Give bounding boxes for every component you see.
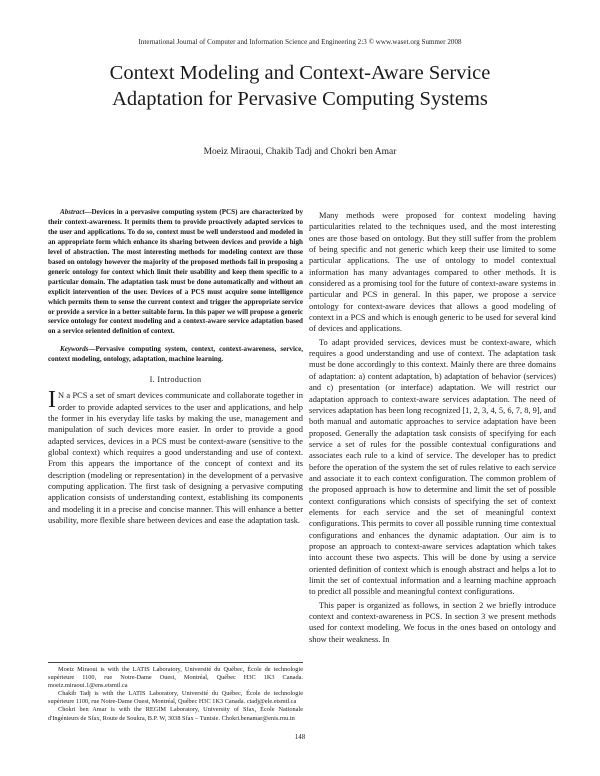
- introduction-text: N a PCS a set of smart devices communicate and collaborate together in order to provide adapted services to the user and applications, and help the former in his everyday life tasks by making the use, management and manipulation of such devices more easier. In order to provide a good adapted services, devices in a PCS must be context-aware (sensitive to the global context) which requires a good understanding and use of context. From this appears the importance of the concept of context and its description (modeling or representation) in the development of a pervasive computing application. The first task of designing a pervasive computing application consists of understanding context, establishing its components and modeling it in a precise and concise manner. This will enhance a better usability, more flexible share between devices and ease the adaptation task.: [48, 391, 303, 526]
- journal-header: International Journal of Computer and Information Science and Engineering 2:3 © www.waset.org Summer 2008: [138, 38, 462, 46]
- introduction-paragraph: [48, 387, 303, 526]
- drop-cap: I: [48, 387, 56, 414]
- body-paragraph: This paper is organized as follows, in section 2 we briefly introduce context and context-awareness in PCS. In section 3 we present methods used for context modeling. We focus in the ones based on ontology and show their weakness. In: [309, 600, 556, 644]
- paper-title-line-2: Adaptation for Pervasive Computing Systems: [112, 88, 488, 110]
- body-paragraph: To adapt provided services, devices must be context-aware, which requires a good understanding and use of context. The adaptation task must be done accordingly to this context. Mainly there are three domains of adaptation: a) content adaptation, b) adaptation of behavior (services) and c) presentation (or interface) adaptation. We will restrict our adaptation approach to context-aware services adaptation. The need of services adaptation has been long recognized [1, 2, 3, 4, 5, 6, 7, 8, 9], and both manual and automatic approaches to service adaptation have been proposed. Generally the adaptation task consists of specifying for each service a set of rules for the possible contextual configurations and associates each rule to a kind of service. The developer has to predict before the operation of the system the set of rules relative to each service and associate it to each context configuration. The common problem of the proposed approach is how to determine and limit the set of possible context configurations which consists of specifying the set of context elements for each service and the set of meaningful context configurations. This permits to cover all possible running time contextual configurations and enhances the dynamic adaptation. Our aim is to propose an approach to context-aware services adaptation which takes into account these two aspects. This will be done by using a service oriented definition of context which is enough abstract and helps a lot to limit the set of contextual information and a learning machine approach to predict all possible and meaningful context configurations.: [309, 337, 556, 597]
- abstract-label: Abstract: [60, 208, 85, 216]
- right-column: [309, 210, 556, 645]
- paper-title-line-1: Context Modeling and Context-Aware Service: [109, 62, 491, 84]
- section-heading-introduction: I. Introduction: [149, 375, 202, 385]
- footnote: Chakib Tadj is with the LATIS Laboratory, Université du Québec, École de technologie supérieure 1100, rue Notre-Dame Ouest, Montréal, Québec H3C 1K3 Canada. ctadj@ele.etsmtl.ca: [48, 690, 303, 706]
- footnote: Moeiz Miraoui is with the LATIS Laboratory, Université du Québec, École de technologie supérieure 1100, rue Notre-Dame Ouest, Montréal, Québec H3C 1K3 Canada. moeiz.miraoui.1@ens.etsmtl.ca: [48, 666, 303, 690]
- paper-title: [40, 60, 560, 112]
- footnotes: [48, 662, 303, 723]
- left-column: [48, 208, 303, 526]
- keywords-text: —Pervasive computing system, context, context-awareness, service, context modeling, ontology, adaptation, machine learning.: [48, 345, 303, 364]
- abstract: [48, 208, 303, 337]
- footnote: Chokri ben Amar is with the REGIM Laboratory, University of Sfax, École Nationale d'Ingénieurs de Sfax, Route de Soukra, B.P. W, 3038 Sfax – Tunisie. Chokri.benamar@enis.rnu.tn: [48, 706, 303, 722]
- page-number: 148: [294, 733, 306, 741]
- keywords-label: Keywords: [60, 345, 89, 354]
- abstract-text: —Devices in a pervasive computing system (PCS) are characterized by their context-awareness. It permits them to provide proactively adapted services to the user and applications. To do so, context must be well understood and modeled in an appropriate form which enhance its sharing between devices and provide a high level of abstraction. The most interesting methods for modeling context are those based on ontology however the majority of the proposed methods fail in proposing a generic ontology for context which limit their usability and keep them specific to a particular domain. The adaptation task must be done automatically and without an explicit intervention of the user. Devices of a PCS must acquire some intelligence which permits them to sense the current context and trigger the appropriate service or provide a service in a better suitable form. In this paper we will propose a generic service ontology for context modeling and a context-aware service adaptation based on a service oriented definition of context.: [48, 208, 303, 336]
- keywords: [48, 345, 303, 365]
- author-list: Moeiz Miraoui, Chakib Tadj and Chokri ben Amar: [203, 147, 397, 157]
- body-paragraph: Many methods were proposed for context modeling having particularities related to the techniques used, and the most interesting ones are those based on ontology. But they still suffer from the problem of being specific and not generic which keep their use limited to some particular applications. The use of ontology to model contextual information has many advantages compared to other methods. It is considered as a promising tool for the future of context-aware systems in particular and PCS in general. In this paper, we propose a service ontology for context-aware devices that allows a good modeling of context in a PCS and which is enough generic to be used for several kind of devices and applications.: [309, 211, 556, 334]
